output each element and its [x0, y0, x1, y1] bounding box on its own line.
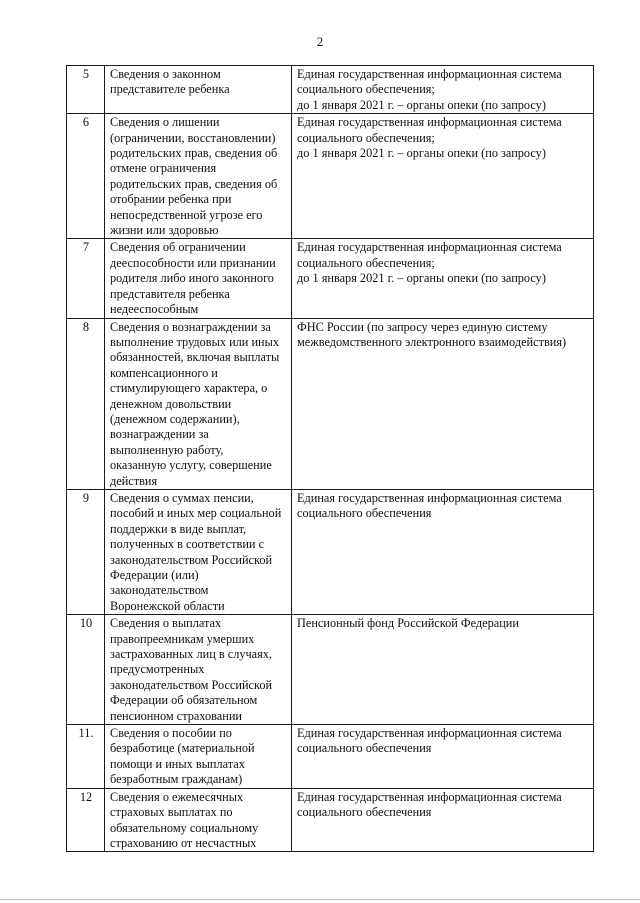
info-text-line: представителе ребенка: [110, 82, 230, 97]
info-text-line: поддержки в виде выплат,: [110, 521, 247, 536]
row-number: 5: [67, 66, 105, 114]
info-description-cell: [105, 489, 292, 614]
info-text-line: дееспособности или признании: [110, 255, 276, 270]
info-text-line: родительских прав, сведения об: [110, 176, 278, 191]
row-number: 10: [67, 615, 105, 725]
info-text-line: оказанную услугу, совершение: [110, 458, 272, 473]
info-text-line: Федерации об обязательном: [110, 693, 258, 708]
table-row: [67, 114, 594, 239]
info-text-line: отмене ограничения: [110, 161, 217, 176]
info-text-line: страхованию от несчастных: [110, 835, 257, 850]
info-description-cell: [105, 788, 292, 852]
row-number: 7: [67, 239, 105, 318]
info-text-line: денежном довольствии: [110, 396, 232, 411]
info-text-line: действия: [110, 473, 158, 488]
info-text-line: Сведения о законном: [110, 67, 221, 81]
info-text-line: обязанностей, включая выплаты: [110, 350, 280, 365]
source-text-line: до 1 января 2021 г. – органы опеки (по запросу): [297, 271, 546, 286]
source-text-line: Единая государственная информационная система: [297, 240, 562, 255]
info-text-line: вознаграждении за: [110, 427, 209, 442]
source-text-line: Единая государственная информационная система: [297, 115, 562, 130]
info-text-line: Сведения об ограничении: [110, 240, 246, 255]
info-text-line: пособий и иных мер социальной: [110, 506, 282, 521]
row-number: 11.: [67, 725, 105, 789]
source-text-line: Единая государственная информационная система: [297, 490, 562, 505]
table-row: [67, 318, 594, 489]
info-text-line: безработным гражданам): [110, 772, 243, 787]
info-text-line: непосредственной угрозе его: [110, 207, 263, 222]
table-row: [67, 239, 594, 318]
source-text-line: до 1 января 2021 г. – органы опеки (по запросу): [297, 146, 546, 161]
data-sources-table: [66, 65, 594, 852]
info-description-cell: [105, 66, 292, 114]
info-text-line: недееспособным: [110, 302, 199, 317]
info-description-cell: [105, 239, 292, 318]
info-text-line: законодательством Российской: [110, 552, 273, 567]
info-description-cell: [105, 318, 292, 489]
info-text-line: безработице (материальной: [110, 741, 255, 756]
info-text-line: Воронежской области: [110, 598, 225, 613]
info-text-line: стимулирующего характера, о: [110, 381, 268, 396]
table-body: [67, 66, 594, 852]
source-text-line: социального обеспечения: [297, 741, 432, 756]
info-source-cell: [292, 318, 594, 489]
info-text-line: Сведения о пособии по: [110, 726, 232, 741]
info-text-line: Федерации (или): [110, 568, 199, 582]
page-bottom-edge: [0, 899, 640, 900]
table-row: [67, 66, 594, 114]
row-number: 8: [67, 318, 105, 489]
table-row: [67, 788, 594, 852]
info-text-line: Сведения о выплатах: [110, 616, 222, 631]
info-description-cell: [105, 114, 292, 239]
info-text-line: правопреемникам умерших: [110, 631, 255, 646]
row-number: 12: [67, 788, 105, 852]
info-source-cell: [292, 114, 594, 239]
table-row: [67, 615, 594, 725]
source-text-line: социального обеспечения;: [297, 130, 435, 145]
page-number: 2: [316, 34, 324, 49]
source-text-line: межведомственного электронного взаимодействия): [297, 334, 567, 349]
source-text-line: ФНС России (по запросу через единую систему: [297, 319, 548, 334]
info-text-line: Сведения о суммах пенсии,: [110, 490, 254, 505]
info-text-line: отобрании ребенка при: [110, 192, 232, 207]
table-row: [67, 489, 594, 614]
source-text-line: Пенсионный фонд Российской Федерации: [297, 616, 519, 631]
info-description-cell: [105, 615, 292, 725]
info-source-cell: [292, 239, 594, 318]
info-text-line: выполненную работу,: [110, 442, 224, 457]
info-text-line: предусмотренных: [110, 662, 205, 677]
row-number: 6: [67, 114, 105, 239]
source-text-line: Единая государственная информационная система: [297, 726, 562, 741]
info-text-line: Сведения о ежемесячных: [110, 789, 244, 804]
source-text-line: Единая государственная информационная система: [297, 789, 562, 804]
info-text-line: полученных в соответствии с: [110, 537, 265, 552]
info-text-line: родительских прав, сведения об: [110, 146, 278, 161]
source-text-line: социального обеспечения;: [297, 255, 435, 270]
info-description-cell: [105, 725, 292, 789]
source-text-line: социального обеспечения;: [297, 82, 435, 97]
info-text-line: обязательному социальному: [110, 820, 259, 835]
info-text-line: (денежном содержании),: [110, 411, 240, 426]
info-source-cell: [292, 725, 594, 789]
info-text-line: застрахованных лиц в случаях,: [110, 647, 272, 662]
info-source-cell: [292, 615, 594, 725]
info-text-line: (ограничении, восстановлении): [110, 130, 276, 145]
table-row: [67, 725, 594, 789]
info-text-line: компенсационного и: [110, 365, 218, 380]
info-source-cell: [292, 66, 594, 114]
info-text-line: родителя либо иного законного: [110, 271, 274, 286]
info-text-line: страховых выплатах по: [110, 805, 233, 820]
source-text-line: социального обеспечения: [297, 805, 432, 820]
info-text-line: жизни или здоровью: [110, 223, 219, 238]
info-text-line: законодательством: [110, 583, 209, 598]
info-text-line: представителя ребенка: [110, 286, 230, 301]
row-number: 9: [67, 489, 105, 614]
info-text-line: законодательством Российской: [110, 677, 273, 692]
source-text-line: социального обеспечения: [297, 506, 432, 521]
source-text-line: Единая государственная информационная система: [297, 67, 562, 81]
info-source-cell: [292, 489, 594, 614]
source-text-line: до 1 января 2021 г. – органы опеки (по запросу): [297, 97, 546, 112]
info-text-line: выполнение трудовых или иных: [110, 334, 280, 349]
info-text-line: помощи и иных выплатах: [110, 756, 245, 771]
info-text-line: пенсионном страховании: [110, 708, 242, 723]
info-text-line: Сведения о вознаграждении за: [110, 319, 271, 334]
info-text-line: Сведения о лишении: [110, 115, 220, 130]
info-source-cell: [292, 788, 594, 852]
